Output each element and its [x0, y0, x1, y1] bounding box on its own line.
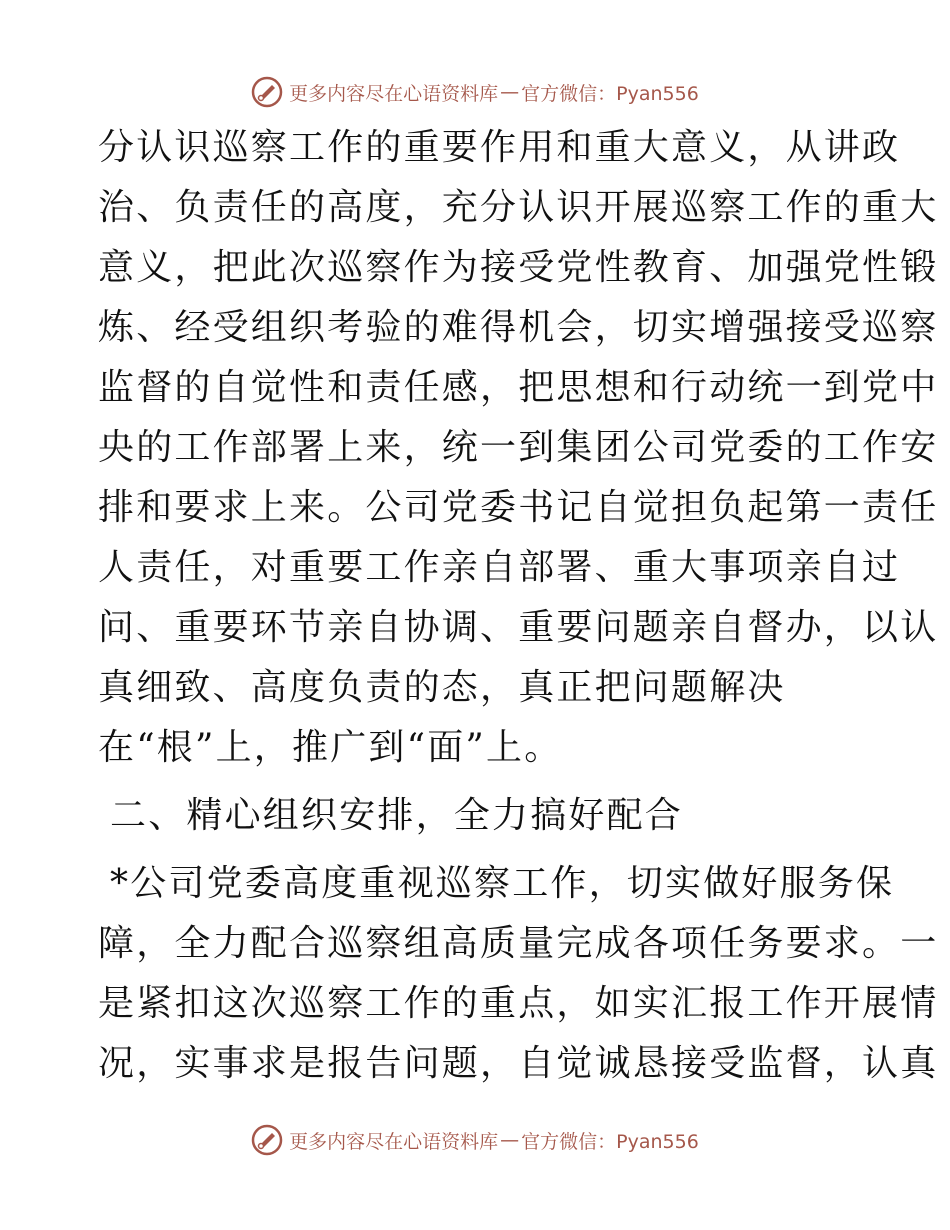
logo-icon — [251, 76, 283, 108]
footer-banner — [0, 1120, 950, 1160]
paragraph-line: 真细致、高度负责的态，真正把问题解决 — [98, 667, 786, 708]
paragraph-line: 问、重要环节亲自协调、重要问题亲自督办，以认 — [98, 607, 939, 648]
banner-text: 更多内容尽在心语资料库 — [289, 1130, 499, 1153]
paragraph-line: 意义，把此次巡察作为接受党性教育、加强党性锻 — [98, 247, 939, 288]
logo-icon — [251, 1124, 283, 1156]
document-body — [98, 118, 939, 1094]
banner-wechat: 官方微信：Pyan556 — [521, 1130, 699, 1153]
banner-text: 更多内容尽在心语资料库 — [289, 82, 499, 105]
paragraph-line: 况，实事求是报告问题，自觉诚恳接受监督，认真 — [98, 1043, 939, 1084]
paragraph-line: *公司党委高度重视巡察工作，切实做好服务保 — [110, 863, 895, 904]
paragraph-line: 人责任，对重要工作亲自部署、重大事项亲自过 — [98, 547, 901, 588]
banner-separator: — — [500, 81, 520, 103]
section-heading: 二、精心组织安排，全力搞好配合 — [110, 795, 684, 836]
header-banner — [0, 72, 950, 112]
paragraph-line: 在“根”上，推广到“面”上。 — [98, 727, 563, 768]
paragraph-line: 央的工作部署上来，统一到集团公司党委的工作安 — [98, 427, 939, 468]
paragraph-line: 监督的自觉性和责任感，把思想和行动统一到党中 — [98, 367, 939, 408]
paragraph-line: 炼、经受组织考验的难得机会，切实增强接受巡察 — [98, 307, 939, 348]
paragraph-line: 排和要求上来。公司党委书记自觉担负起第一责任 — [98, 487, 939, 528]
paragraph-line: 分认识巡察工作的重要作用和重大意义，从讲政 — [98, 127, 901, 168]
paragraph-line: 治、负责任的高度，充分认识开展巡察工作的重大 — [98, 187, 939, 228]
paragraph-line: 是紧扣这次巡察工作的重点，如实汇报工作开展情 — [98, 983, 939, 1024]
banner-separator: — — [500, 1129, 520, 1151]
banner-wechat: 官方微信：Pyan556 — [521, 82, 699, 105]
paragraph-line: 障，全力配合巡察组高质量完成各项任务要求。一 — [98, 923, 939, 964]
